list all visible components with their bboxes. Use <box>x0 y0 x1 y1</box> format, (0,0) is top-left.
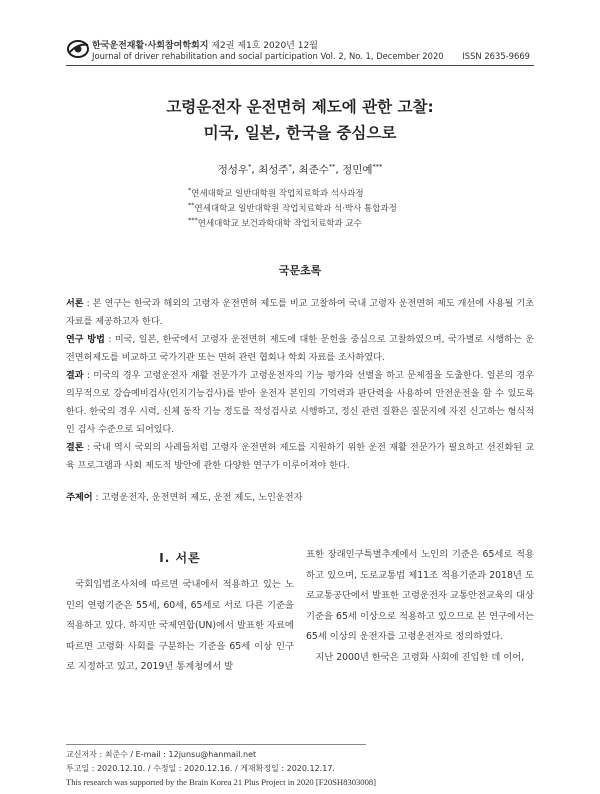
affiliation <box>188 201 397 214</box>
author-mark: * <box>248 162 252 171</box>
abstract-text: : 국내 역시 국외의 사례들처럼 고령자 운전면허 제도를 지원하기 위한 운전 재활 전문가가 필요하고 선진화된 교육 프로그램과 사회 제도적 방안에 관한 다양한 연구가 이루어져야 한다. <box>66 443 534 471</box>
abstract-label: 결론 <box>66 443 84 453</box>
abstract-label: 연구 방법 <box>66 335 105 345</box>
journal-name-english: Journal of driver rehabilitation and social participation Vol. 2, No. 1, December 2020 <box>92 51 444 61</box>
paper-title-line-1: 고령운전자 운전면허 제도에 관한 고찰: <box>166 98 434 116</box>
abstract-heading: 국문초록 <box>278 264 322 277</box>
abstract-text: : 본 연구는 한국과 해외의 고령자 운전면허 제도를 비교 고찰하여 국내 고령자 운전면허 제도 개선에 사용될 기초자료를 제공하고자 한다. <box>66 299 534 327</box>
author-mark: * <box>288 162 292 171</box>
author-mark: *** <box>372 162 383 171</box>
issn: ISSN 2635-9669 <box>462 51 530 61</box>
footer-rule <box>66 744 366 745</box>
body-paragraph: 표한 장래인구특별추계에서 노인의 기준은 65세로 적용하고 있으며, 도로교통법 제11조 적용기준과 2018년 도로교통공단에서 발표한 고령운전자 교통안전교육의 대상 기준을 65세 이상으로 적용하고 있으므로 본 연구에서는 65세 이상의 운전자를 고령운전자로 정의하였다. <box>306 549 534 642</box>
corresponding-author: 교신저자 : 최준수 / E-mail : 12junsu@hanmail.net <box>66 750 257 759</box>
author-name: 최성주 <box>258 164 289 176</box>
abstract-body <box>66 295 534 475</box>
journal-issue: 제2권 제1호 2020년 12월 <box>211 41 318 51</box>
journal-title: 한국운전재활·사회참여학회지 <box>92 41 209 51</box>
funding-note: This research was supported by the Brain Korea 21 Plus Project in 2020 [F20SH8303008] <box>66 777 377 787</box>
affiliation-mark: * <box>188 186 192 194</box>
affiliation-mark: ** <box>188 201 195 209</box>
author-name: 정성우 <box>217 164 249 176</box>
affiliation-mark: *** <box>188 216 198 224</box>
keywords <box>66 489 302 503</box>
author-list: 정성우*, 최성주*, 최준수**, 정민예*** <box>217 162 383 176</box>
body-column-right <box>306 545 534 668</box>
author-name: 최준수 <box>298 164 329 176</box>
abstract-section <box>66 295 534 331</box>
abstract-section <box>66 439 534 475</box>
keywords-text: : 고령운전자, 운전면허 제도, 운전 제도, 노인운전자 <box>92 492 303 503</box>
body-paragraph: 지난 2000년 한국은 고령화 사회에 진입한 데 이어, <box>315 651 525 663</box>
abstract-section <box>66 331 534 367</box>
affiliation-text: 연세대학교 일반대학원 작업치료학과 석·박사 통합과정 <box>194 203 397 214</box>
abstract-label: 서론 <box>66 299 84 309</box>
body-column-left <box>66 575 294 678</box>
affiliation <box>188 216 362 229</box>
affiliation-text: 연세대학교 일반대학원 작업치료학과 석사과정 <box>191 188 364 199</box>
paper-title-line-2: 미국, 일본, 한국을 중심으로 <box>203 124 397 142</box>
abstract-section <box>66 367 534 439</box>
keywords-label: 주제어 <box>66 492 93 503</box>
author-name: 정민예 <box>342 164 373 176</box>
body-paragraph: 국회입법조사처에 따르면 국내에서 적용하고 있는 노인의 연령기준은 55세, 60세, 65세로 서로 다른 기준을 적용하고 있다. 하지만 국제연합(UN)에서 발표한 자료에 따르면 고령화 사회를 구분하는 기준을 65세 이상 인구로 지정하고 있고, 2019년 통계청에서 발 <box>66 579 294 672</box>
affiliation <box>188 186 364 199</box>
header-rule <box>66 65 534 66</box>
abstract-text: : 미국의 경우 고령운전자 재활 전문가가 고령운전자의 기능 평가와 선별을 하고 문제점을 도출한다. 일본의 경우 의무적으로 강습예비검사(인지기능검사)를 받아 운전자 본인의 기억력과 판단력을 사용하여 안전운전을 할 수 있도록 한다. 한국의 경우 시력, 신체 동작 기능 정도를 적성검사로 시행하고, 정신 관련 질환은 질문지에 자진 신고하는 형식적인 검사 수준으로 되어있다. <box>66 371 534 435</box>
journal-logo-icon <box>66 38 92 60</box>
abstract-text: : 미국, 일본, 한국에서 고령자 운전면허 제도에 대한 문헌을 중심으로 고찰하였으며, 국가별로 시행하는 운전면허제도를 비교하고 국가기관 또는 면허 관련 협회나 학회 자료를 조사하였다. <box>66 335 534 363</box>
abstract-label: 결과 <box>66 371 84 381</box>
section-title: Ⅰ. 서론 <box>159 551 201 565</box>
journal-name-korean <box>92 38 318 51</box>
submission-dates: 투고일 : 2020.12.10. / 수정일 : 2020.12.16. / 게재확정일 : 2020.12.17. <box>66 764 335 773</box>
affiliation-text: 연세대학교 보건과학대학 작업치료학과 교수 <box>197 218 362 229</box>
author-mark: ** <box>328 162 336 171</box>
